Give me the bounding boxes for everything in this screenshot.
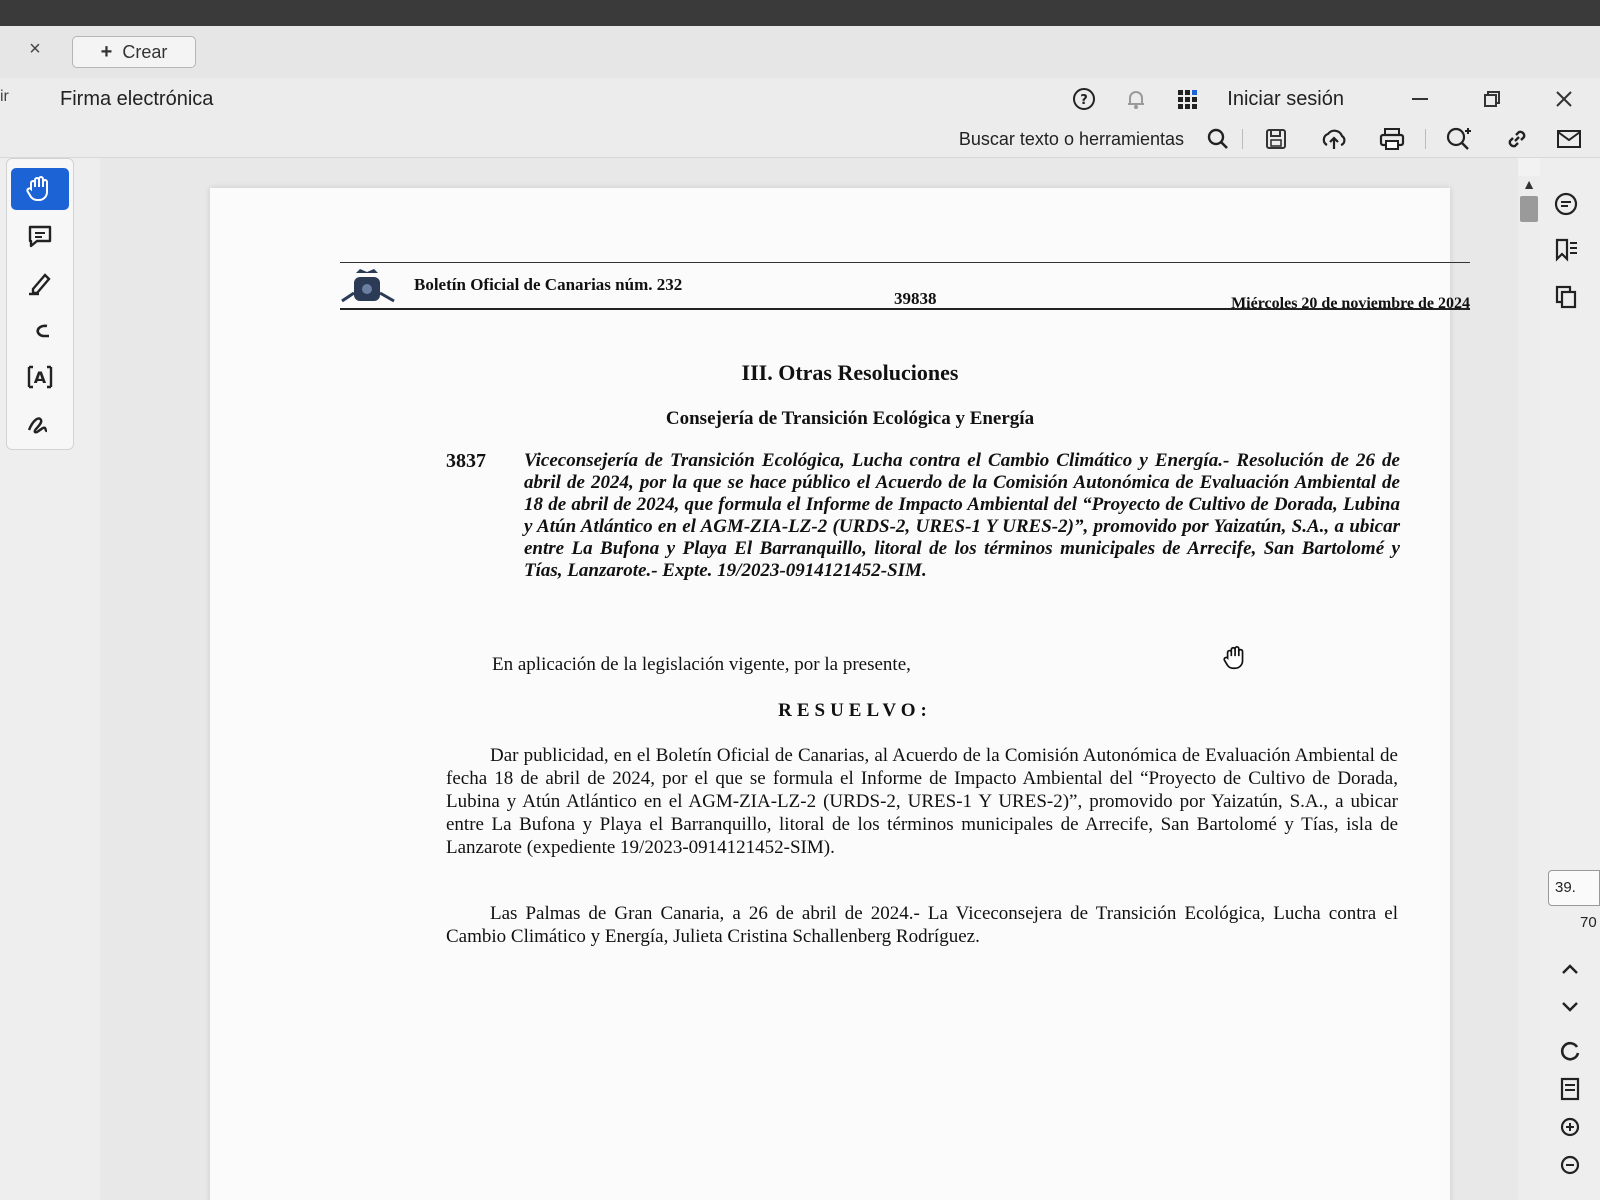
apps-grid-icon[interactable] — [1171, 82, 1205, 116]
comment-bubble-icon[interactable] — [1546, 184, 1586, 224]
close-tab-button[interactable]: × — [29, 38, 41, 60]
page-number-input[interactable]: 39. — [1548, 870, 1600, 906]
right-side-rail — [1540, 158, 1600, 1200]
menu-bar — [0, 78, 1600, 120]
toolbar-right-group — [959, 120, 1592, 158]
document-viewport[interactable] — [100, 158, 1518, 1200]
create-button-label: Crear — [122, 41, 168, 62]
bulletin-header — [340, 262, 1470, 310]
search-tools-input[interactable]: Buscar texto o herramientas — [958, 128, 1184, 149]
bell-icon[interactable] — [1119, 82, 1153, 116]
hand-icon — [25, 175, 55, 203]
toolbar-divider — [1242, 129, 1243, 149]
find-zoom-icon[interactable] — [1430, 122, 1488, 156]
comment-tool-button[interactable] — [11, 215, 69, 257]
header-publication: Boletín Oficial de Canarias núm. 232 — [414, 275, 683, 294]
resuelvo-heading: RESUELVO: — [778, 700, 932, 721]
canarias-crest-icon — [340, 267, 396, 305]
svg-text:A: A — [33, 368, 47, 387]
text-box-icon — [25, 363, 55, 391]
department-heading: Consejería de Transición Ecológica y Energía — [665, 408, 1035, 429]
bookmark-list-icon[interactable] — [1546, 230, 1586, 270]
section-title: III. Otras Resoluciones — [741, 360, 959, 385]
scroll-up-icon[interactable]: ▲ — [1522, 176, 1536, 192]
minimize-button[interactable] — [1384, 82, 1456, 116]
svg-text:?: ? — [1080, 93, 1089, 108]
copy-pages-icon[interactable] — [1546, 276, 1586, 316]
refresh-icon[interactable] — [1550, 1036, 1590, 1066]
sign-in-link[interactable]: Iniciar sesión — [1227, 87, 1344, 110]
draw-tool-button[interactable] — [11, 309, 69, 351]
upload-cloud-icon[interactable] — [1305, 122, 1363, 156]
quick-tools-panel — [6, 158, 74, 450]
signature-icon — [25, 410, 55, 438]
tab-strip — [0, 0, 1600, 78]
closing-paragraph: Las Palmas de Gran Canaria, a 26 de abril de 2024.- La Viceconsejera de Transición Ecológica, Lucha contra el Cambio Climático y Energía, Julieta Cristina Schallenberg Rodríguez. — [446, 903, 1398, 947]
toolbar-divider — [1425, 129, 1426, 149]
create-button[interactable] — [72, 36, 196, 68]
comment-icon — [25, 222, 55, 250]
zoom-out-icon[interactable] — [1550, 1150, 1590, 1180]
menu-item-partial[interactable]: ir — [0, 88, 9, 105]
search-icon[interactable] — [1198, 122, 1238, 156]
text-select-tool-button[interactable] — [11, 356, 69, 398]
highlight-pen-tool-button[interactable] — [11, 262, 69, 304]
intro-paragraph: En aplicación de la legislación vigente, por la presente, — [492, 654, 911, 675]
print-icon[interactable] — [1363, 122, 1421, 156]
hand-cursor-icon — [1222, 644, 1250, 672]
page-thumbnail-icon[interactable] — [1550, 1074, 1590, 1104]
chevron-up-icon[interactable] — [1550, 954, 1590, 984]
plus-icon: + — [100, 40, 113, 63]
hand-tool-button[interactable] — [11, 168, 69, 210]
resolution-paragraph: Dar publicidad, en el Boletín Oficial de Canarias, al Acuerdo de la Comisión Autonómica de Evaluación Ambiental de fecha 18 de abril de 2024, por el que se formula el Informe de Impacto Ambiental del “Proyecto de Cultivo de Dorada, Lubina y Atún Atlántico en el AGM-ZIA-LZ-2 (URDS-2, URES-1 Y URES-2)”, promovido por Yaizatún, S.A., a ubicar entre La Bufona y Playa el Barranquillo, litoral de los términos municipales de Arrecife, San Bartolomé y Tías, isla de Lanzarote (expediente 19/2023-0914121452-SIM). — [446, 745, 1398, 858]
save-icon[interactable] — [1247, 122, 1305, 156]
menu-item-firma-electronica[interactable]: Firma electrónica — [60, 88, 214, 110]
vertical-scrollbar[interactable] — [1518, 176, 1540, 1200]
restore-button[interactable] — [1456, 82, 1528, 116]
pen-icon — [25, 269, 55, 297]
header-page-number: 39838 — [894, 289, 937, 308]
sign-tool-button[interactable] — [11, 403, 69, 445]
chevron-down-icon[interactable] — [1550, 992, 1590, 1022]
email-icon[interactable] — [1546, 122, 1592, 156]
toolbar — [0, 120, 1600, 158]
zoom-in-icon[interactable] — [1550, 1112, 1590, 1142]
draw-curve-icon — [25, 316, 55, 344]
document-page — [210, 188, 1470, 1200]
scroll-thumb[interactable] — [1520, 196, 1538, 222]
header-date: Miércoles 20 de noviembre de 2024 — [1231, 295, 1470, 312]
page-total: 70 — [1580, 914, 1597, 931]
entry-summary: Viceconsejería de Transición Ecológica, Lucha contra el Cambio Climático y Energía.- Resolución de 26 de abril de 2024, por la que se hace público el Acuerdo de la Comisión Autonómica de Evaluación Ambiental de 18 de abril de 2024, que formula el Informe de Impacto Ambiental del “Proyecto de Cultivo de Dorada, Lubina y Atún Atlántico en el AGM-ZIA-LZ-2 (URDS-2, URES-1 Y URES-2)”, promovido por Yaizatún, S.A., a ubicar entre La Bufona y Playa El Barranquillo, litoral de los términos municipales de Arrecife, San Bartolomé y Tías, Lanzarote.- Expte. 19/2023-0914121452-SIM. — [524, 450, 1400, 581]
close-window-button[interactable] — [1528, 82, 1600, 116]
menu-right-group — [1067, 78, 1600, 120]
entry-number: 3837 — [446, 450, 486, 472]
link-icon[interactable] — [1488, 122, 1546, 156]
help-icon[interactable] — [1067, 82, 1101, 116]
left-tool-rail — [0, 158, 100, 1200]
